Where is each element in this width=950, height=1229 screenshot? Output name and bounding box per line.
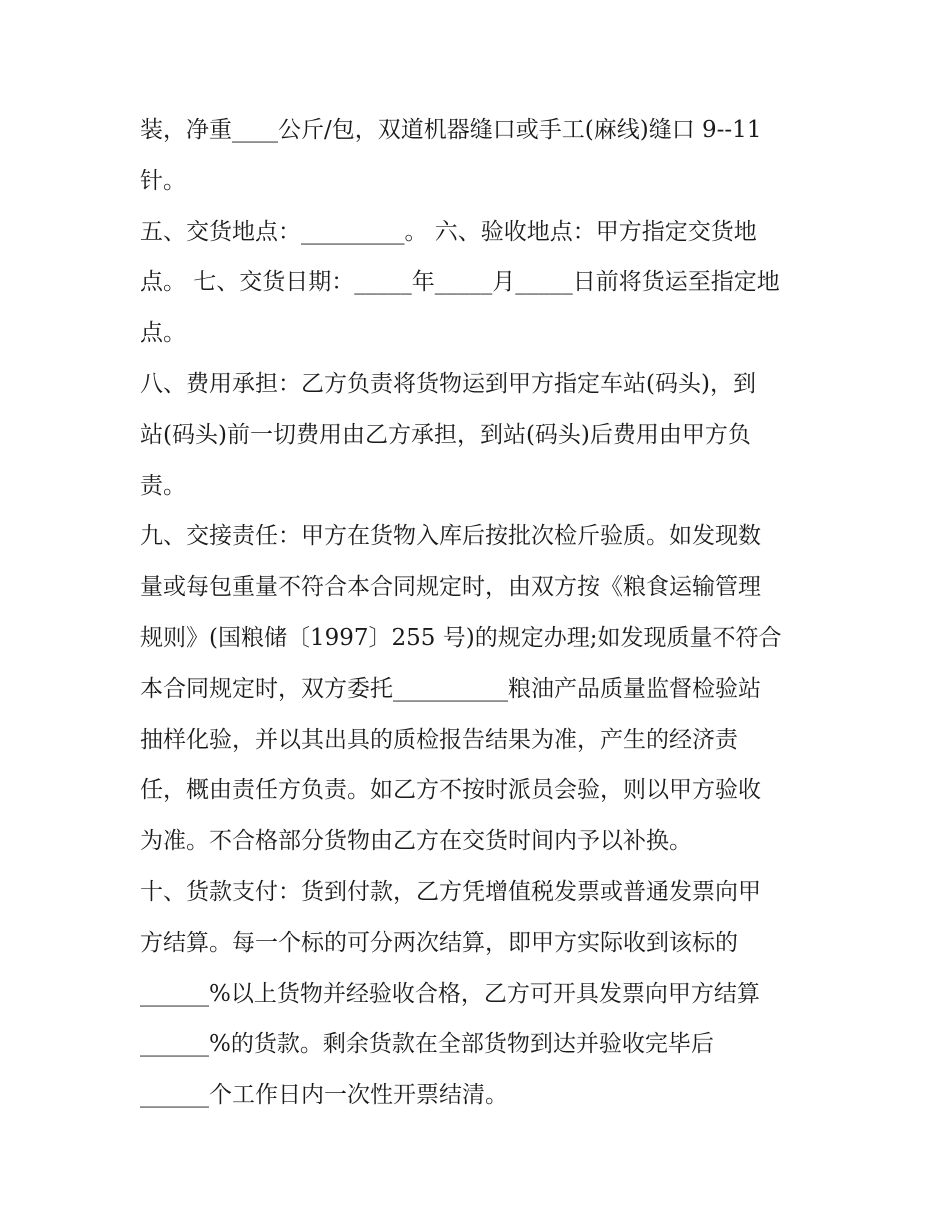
text-line: 点。 七、交货日期：_____年_____月_____日前将货运至指定地 bbox=[140, 269, 780, 296]
text-line: 站(码头)前一切费用由乙方承担，到站(码头)后费用由甲方负 bbox=[140, 421, 751, 448]
text-line: 责。 bbox=[140, 472, 186, 499]
text-line: ______%的货款。剩余货款在全部货物到达并验收完毕后 bbox=[140, 1031, 714, 1058]
text-line: 装，净重____公斤/包，双道机器缝口或手工(麻线)缝口 9--11 bbox=[140, 117, 762, 143]
contract-body-text bbox=[140, 105, 820, 1121]
text-line: 为准。不合格部分货物由乙方在交货时间内予以补换。 bbox=[140, 828, 692, 855]
text-line: 方结算。每一个标的可分两次结算，即甲方实际收到该标的 bbox=[140, 929, 738, 956]
text-line: 针。 bbox=[140, 167, 186, 194]
text-line: 五、交货地点：_________。 六、验收地点：甲方指定交货地 bbox=[140, 218, 757, 245]
text-line: 抽样化验，并以其出具的质检报告结果为准，产生的经济责 bbox=[140, 726, 738, 753]
text-line: 十、货款支付：货到付款，乙方凭增值税发票或普通发票向甲 bbox=[140, 878, 761, 905]
text-line: 点。 bbox=[140, 320, 186, 347]
text-line: 本合同规定时，双方委托__________粮油产品质量监督检验站 bbox=[140, 675, 761, 702]
text-line: ______个工作日内一次性开票结清。 bbox=[140, 1082, 508, 1109]
text-line: 八、费用承担：乙方负责将货物运到甲方指定车站(码头)，到 bbox=[140, 370, 756, 397]
text-line: 规则》(国粮储〔1997〕255 号)的规定办理;如发现质量不符合 bbox=[140, 624, 782, 651]
text-line: 量或每包重量不符合本合同规定时，由双方按《粮食运输管理 bbox=[140, 574, 761, 601]
text-line: 九、交接责任：甲方在货物入库后按批次检斤验质。如发现数 bbox=[140, 523, 761, 550]
text-line: 任，概由责任方负责。如乙方不按时派员会验，则以甲方验收 bbox=[140, 777, 761, 804]
text-line: ______%以上货物并经验收合格，乙方可开具发票向甲方结算 bbox=[140, 980, 760, 1007]
